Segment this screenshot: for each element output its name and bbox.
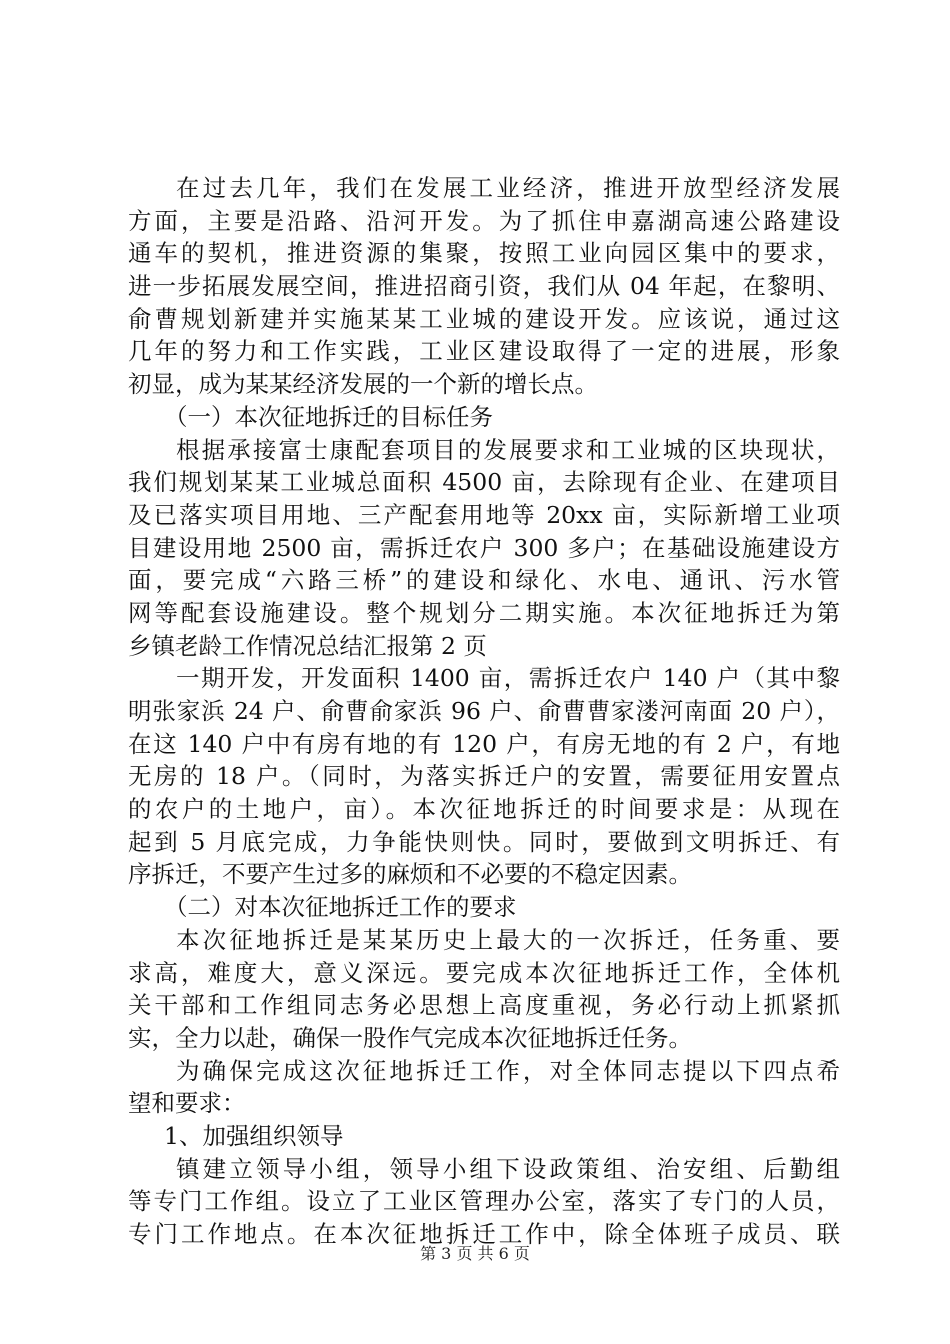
text-line: 实，全力以赴，确保一股作气完成本次征地拆迁任务。 bbox=[128, 1023, 692, 1052]
text-line: 我们规划某某工业城总面积 4500 亩，去除现有企业、在建项目 bbox=[128, 468, 840, 497]
text-line: 及已落实项目用地、三产配套用地等 20xx 亩，实际新增工业项 bbox=[128, 500, 840, 529]
text-line: 望和要求： bbox=[128, 1089, 246, 1118]
text-line: 在过去几年，我们在发展工业经济，推进开放型经济发展 bbox=[176, 174, 840, 202]
text-line: 通车的契机，推进资源的集聚，按照工业向园区集中的要求， bbox=[128, 239, 840, 268]
text-line: 初显，成为某某经济发展的一个新的增长点。 bbox=[128, 370, 598, 399]
text-line: 网等配套设施建设。整个规划分二期实施。本次征地拆迁为第 bbox=[128, 598, 840, 627]
text-line: 起到 5 月底完成，力争能快则快。同时，要做到文明拆迁、有 bbox=[128, 827, 840, 856]
text-line: 面，要完成“六路三桥”的建设和绿化、水电、通讯、污水管 bbox=[128, 566, 840, 595]
text-line: 的农户的土地户，亩）。本次征地拆迁的时间要求是：从现在 bbox=[128, 795, 840, 824]
text-line: 在这 140 户中有房有地的有 120 户，有房无地的有 2 户，有地 bbox=[128, 729, 840, 758]
text-line: 本次征地拆迁是某某历史上最大的一次拆迁，任务重、要 bbox=[176, 925, 840, 954]
text-line: 明张家浜 24 户、俞曹俞家浜 96 户、俞曹曹家溇河南面 20 户）， bbox=[128, 697, 840, 725]
section-heading: （二）对本次征地拆迁工作的要求 bbox=[164, 893, 517, 922]
text-line: 等专门工作组。设立了工业区管理办公室，落实了专门的人员， bbox=[128, 1187, 840, 1216]
text-line: 求高，难度大，意义深远。要完成本次征地拆迁工作，全体机 bbox=[128, 958, 840, 987]
text-line: 专门工作地点。在本次征地拆迁工作中，除全体班子成员、联 bbox=[128, 1220, 840, 1248]
text-line: 镇建立领导小组，领导小组下设政策组、治安组、后勤组 bbox=[176, 1154, 840, 1183]
text-line: 序拆迁，不要产生过多的麻烦和不必要的不稳定因素。 bbox=[128, 860, 692, 889]
section-heading: （一）本次征地拆迁的目标任务 bbox=[164, 402, 493, 431]
page-footer: 第 3 页 共 6 页 bbox=[420, 1244, 530, 1263]
text-line: 目建设用地 2500 亩，需拆迁农户 300 多户；在基础设施建设方 bbox=[128, 533, 840, 562]
text-line: 进一步拓展发展空间，推进招商引资，我们从 04 年起，在黎明、 bbox=[128, 272, 840, 301]
text-line: 一期开发，开发面积 1400 亩，需拆迁农户 140 户（其中黎 bbox=[176, 664, 840, 693]
text-line: 方面，主要是沿路、沿河开发。为了抓住申嘉湖高速公路建设 bbox=[128, 206, 840, 235]
text-line: 为确保完成这次征地拆迁工作，对全体同志提以下四点希 bbox=[176, 1056, 840, 1085]
text-line: 俞曹规划新建并实施某某工业城的建设开发。应该说，通过这 bbox=[128, 304, 840, 333]
text-line: 根据承接富士康配套项目的发展要求和工业城的区块现状， bbox=[176, 435, 840, 464]
document-body bbox=[128, 172, 840, 1251]
section-heading: 1、加强组织领导 bbox=[164, 1121, 344, 1150]
text-line: 几年的努力和工作实践，工业区建设取得了一定的进展，形象 bbox=[128, 337, 840, 366]
text-line: 乡镇老龄工作情况总结汇报第 2 页 bbox=[128, 631, 487, 660]
text-line: 关干部和工作组同志务必思想上高度重视，务必行动上抓紧抓 bbox=[128, 991, 840, 1020]
text-line: 无房的 18 户。（同时，为落实拆迁户的安置，需要征用安置点 bbox=[128, 762, 840, 791]
